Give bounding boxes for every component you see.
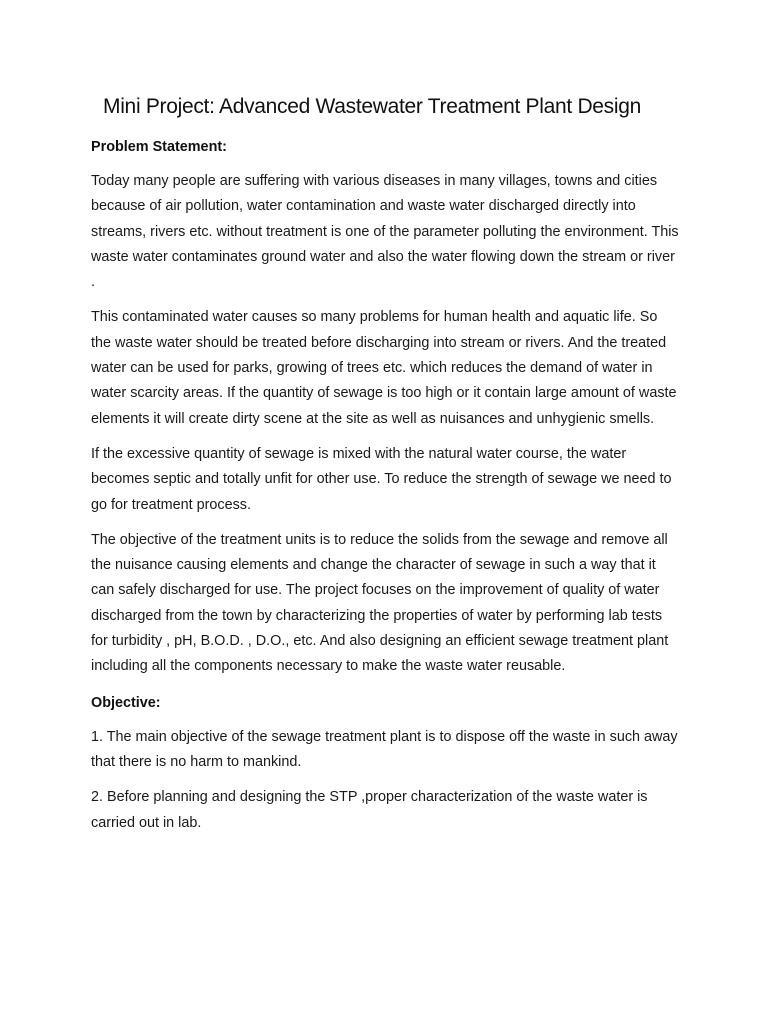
- problem-paragraph-1: Today many people are suffering with various diseases in many villages, towns and cities because of air pollution, water contamination and waste water discharged directly into streams, rivers etc. without treatment is one of the parameter polluting the environment. This waste water contaminates ground water and also the water flowing down the stream or river .: [91, 173, 679, 291]
- objective-item-2: 2. Before planning and designing the STP ,proper characterization of the waste water is carried out in lab.: [91, 789, 648, 831]
- objective-item-1: 1. The main objective of the sewage treatment plant is to dispose off the waste in such away that there is no harm to mankind.: [91, 728, 678, 770]
- document-title: Mini Project: Advanced Wastewater Treatment Plant Design: [103, 95, 642, 118]
- problem-paragraph-2: This contaminated water causes so many problems for human health and aquatic life. So the waste water should be treated before discharging into stream or rivers. And the treated water can be used for parks, growing of trees etc. which reduces the demand of water in water scarcity areas. If the quantity of sewage is too high or it contain large amount of waste elements it will create dirty scene at the site as well as nuisances and unhygienic smells.: [91, 309, 677, 427]
- problem-paragraph-4: The objective of the treatment units is to reduce the solids from the sewage and remove all the nuisance causing elements and change the character of sewage in such a way that it can safely discharged for use. The project focuses on the improvement of quality of water discharged from the town by characterizing the properties of water by performing lab tests for turbidity , pH, B.O.D. , D.O., etc. And also designing an efficient sewage treatment plant including all the components necessary to make the waste water reusable.: [91, 531, 669, 675]
- problem-statement-heading: Problem Statement:: [91, 139, 227, 155]
- problem-paragraph-3: If the excessive quantity of sewage is mixed with the natural water course, the water becomes septic and totally unfit for other use. To reduce the strength of sewage we need to go for treatment process.: [91, 445, 672, 513]
- objective-heading: Objective:: [91, 694, 161, 711]
- document-body: [91, 92, 681, 846]
